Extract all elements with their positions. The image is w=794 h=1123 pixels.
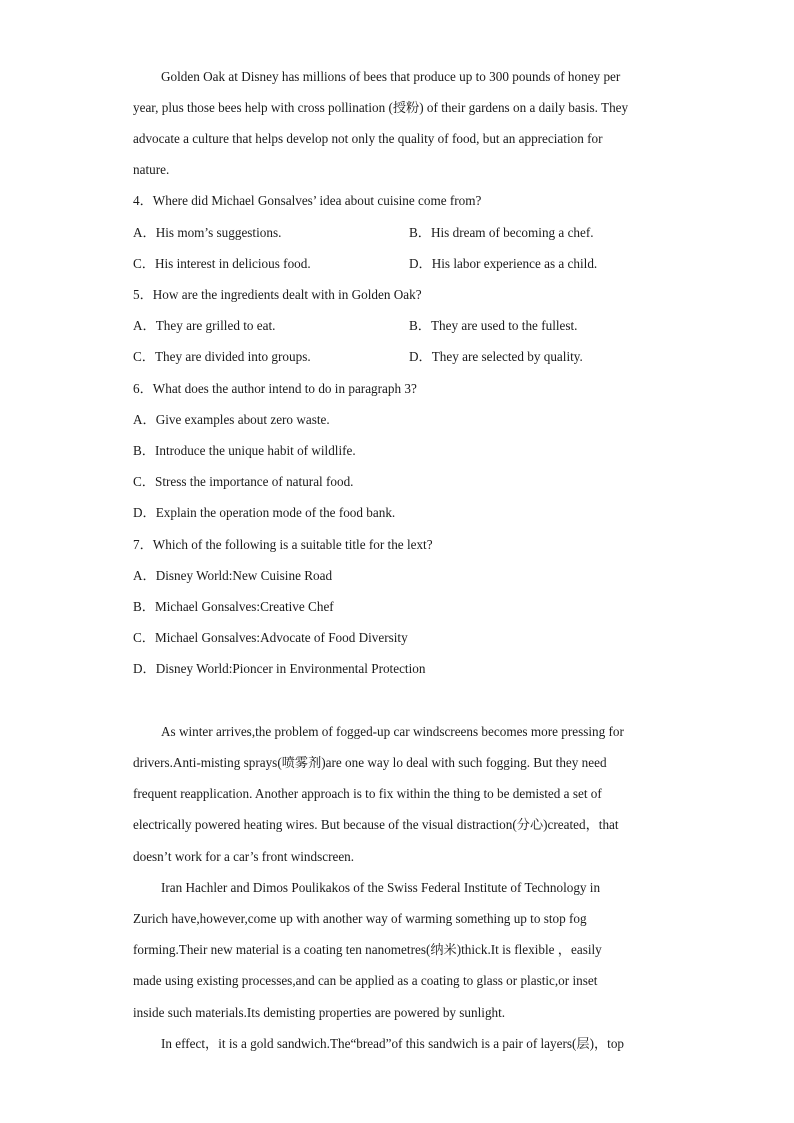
question-6-stem: 6．What does the author intend to do in paragraph 3? xyxy=(133,381,417,396)
question-4-option-d: D．His labor experience as a child. xyxy=(409,256,598,271)
question-6-option-c: C．Stress the importance of natural food. xyxy=(133,474,354,489)
passage1-line-3: advocate a culture that helps develop not only the quality of food, but an appreciation for xyxy=(133,131,603,146)
question-4-option-a: A．His mom’s suggestions. xyxy=(133,225,282,240)
passage2-line-9: made using existing processes,and can be applied as a coating to glass or plastic,or inset xyxy=(133,973,598,988)
passage2-line-6: Iran Hachler and Dimos Poulikakos of the Swiss Federal Institute of Technology in xyxy=(161,880,601,895)
question-5-option-b: B．They are used to the fullest. xyxy=(409,318,578,333)
question-5-option-a: A．They are grilled to eat. xyxy=(133,318,276,333)
question-7-option-b: B．Michael Gonsalves:Creative Chef xyxy=(133,599,334,614)
question-7-option-c: C．Michael Gonsalves:Advocate of Food Diversity xyxy=(133,630,408,645)
question-7-option-a: A．Disney World:New Cuisine Road xyxy=(133,568,333,583)
question-7-option-d: D．Disney World:Pioncer in Environmental Protection xyxy=(133,661,426,676)
question-5-option-c: C．They are divided into groups. xyxy=(133,349,311,364)
passage2-line-11: In effect，it is a gold sandwich.The“bread”of this sandwich is a pair of layers(层)，top xyxy=(161,1036,625,1051)
question-5-option-d: D．They are selected by quality. xyxy=(409,349,583,364)
passage2-line-10: inside such materials.Its demisting properties are powered by sunlight. xyxy=(133,1005,506,1020)
question-6-option-a: A．Give examples about zero waste. xyxy=(133,412,330,427)
passage1-line-1: Golden Oak at Disney has millions of bees that produce up to 300 pounds of honey per xyxy=(161,69,621,84)
question-6-option-d: D．Explain the operation mode of the food bank. xyxy=(133,505,396,520)
passage2-line-2: drivers.Anti-misting sprays(喷雾剂)are one way lo deal with such fogging. But they need xyxy=(133,755,607,770)
passage2-line-4: electrically powered heating wires. But because of the visual distraction(分心)created，that xyxy=(133,817,619,832)
question-5-stem: 5．How are the ingredients dealt with in Golden Oak? xyxy=(133,287,422,302)
passage2-line-3: frequent reapplication. Another approach is to fix within the thing to be demisted a set of xyxy=(133,786,602,801)
passage2-line-1: As winter arrives,the problem of fogged-up car windscreens becomes more pressing for xyxy=(161,724,624,739)
passage2-line-7: Zurich have,however,come up with another way of warming something up to stop fog xyxy=(133,911,587,926)
question-4-option-b: B．His dream of becoming a chef. xyxy=(409,225,594,240)
question-7-stem: 7．Which of the following is a suitable title for the lext? xyxy=(133,537,433,552)
passage2-line-5: doesn’t work for a car’s front windscreen. xyxy=(133,849,355,864)
question-4-option-c: C．His interest in delicious food. xyxy=(133,256,311,271)
passage1-line-2: year, plus those bees help with cross pollination (授粉) of their gardens on a daily basis. They xyxy=(133,100,629,115)
passage1-line-4: nature. xyxy=(133,162,170,177)
question-4-stem: 4．Where did Michael Gonsalves’ idea about cuisine come from? xyxy=(133,193,482,208)
passage2-line-8: forming.Their new material is a coating ten nanometres(纳米)thick.It is flexible ，easily xyxy=(133,942,602,957)
question-6-option-b: B．Introduce the unique habit of wildlife. xyxy=(133,443,356,458)
